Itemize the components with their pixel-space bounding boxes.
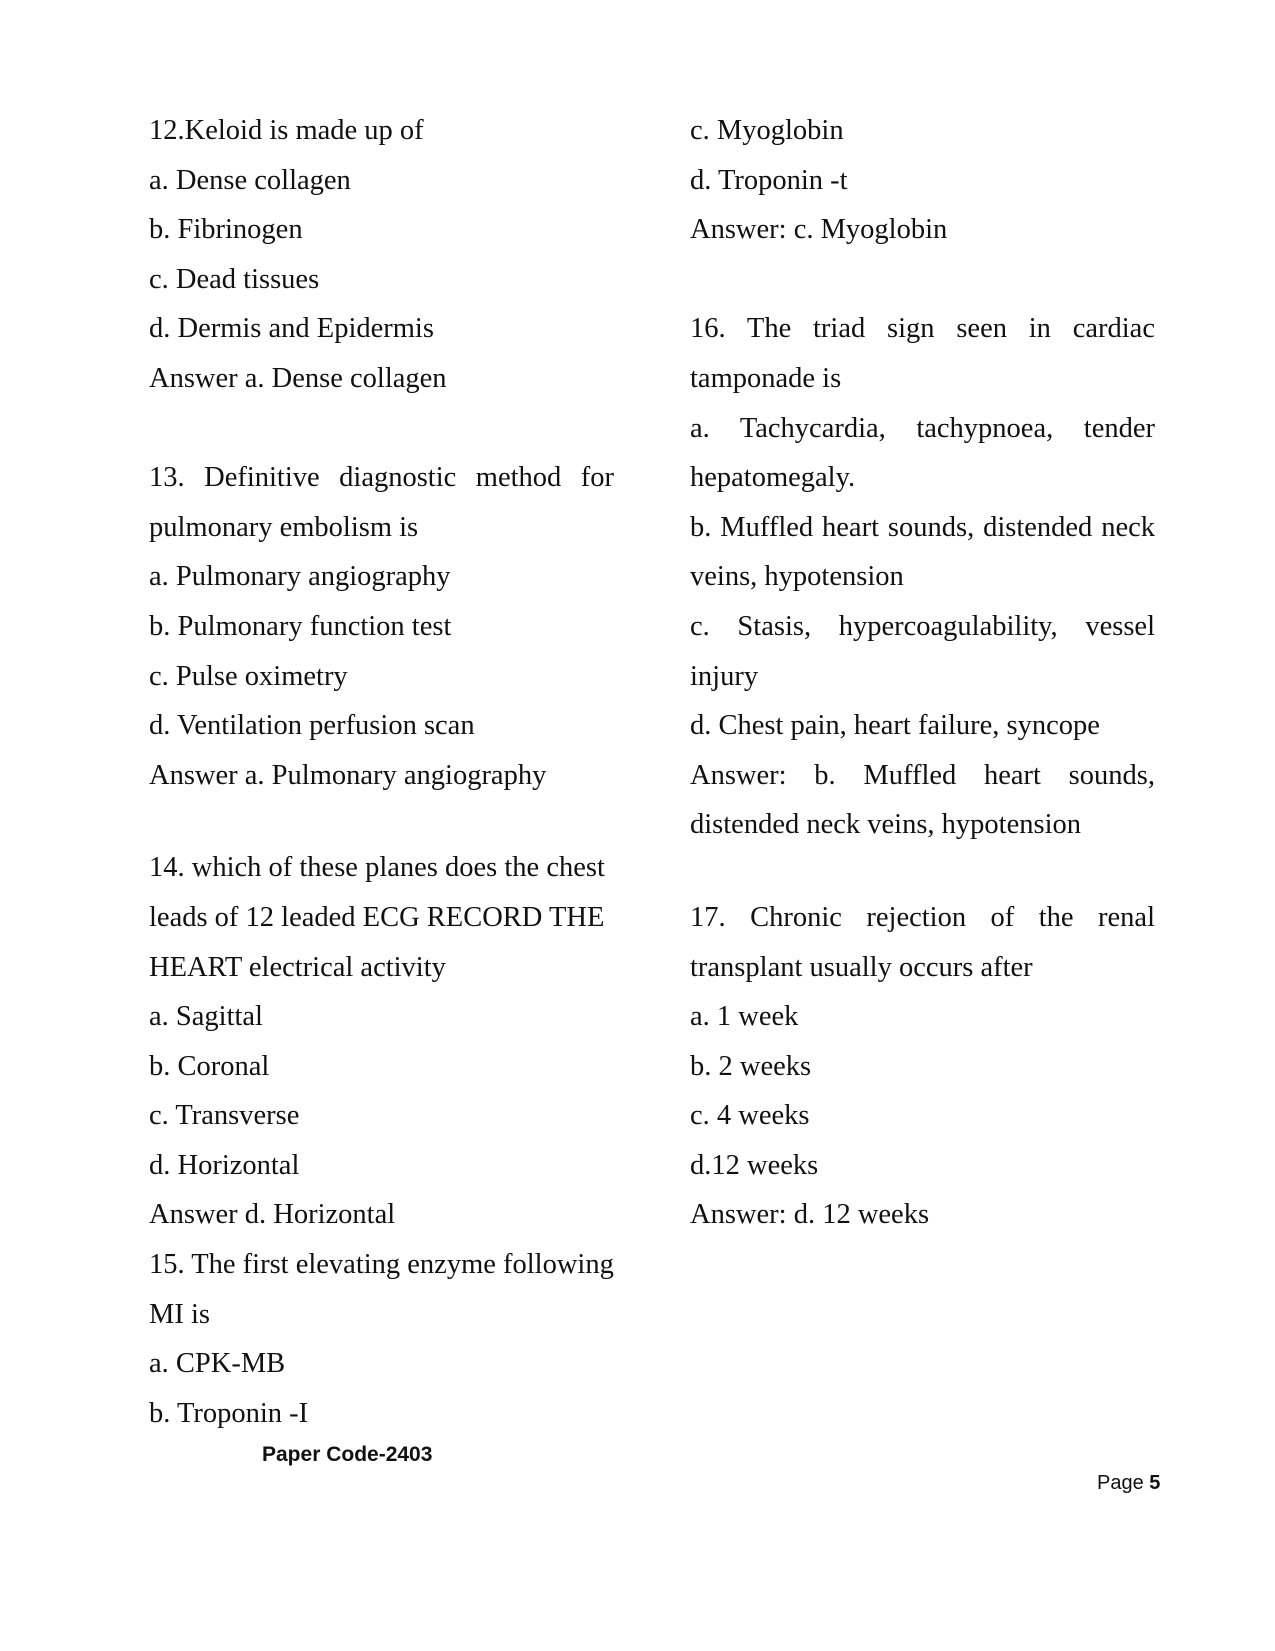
q13-option-b: b. Pulmonary function test (149, 610, 452, 642)
paper-code: Paper Code-2403 (262, 1443, 433, 1466)
question-13-line-2: pulmonary embolism is (149, 511, 419, 543)
q17-option-b: b. 2 weeks (690, 1050, 812, 1082)
q16-option-b-line-1: b. Muffled heart sounds, distended neck (690, 511, 1155, 543)
page-number-value: 5 (1149, 1472, 1161, 1494)
question-15-line-2: MI is (149, 1298, 210, 1330)
q13-option-d: d. Ventilation perfusion scan (149, 710, 475, 742)
question-14-line-2: leads of 12 leaded ECG RECORD THE (149, 901, 605, 933)
q14-option-c: c. Transverse (149, 1100, 300, 1132)
q13-option-a: a. Pulmonary angiography (149, 561, 451, 593)
q13-answer: Answer a. Pulmonary angiography (149, 759, 547, 791)
q16-option-d: d. Chest pain, heart failure, syncope (690, 710, 1100, 742)
right-column (690, 106, 1155, 1240)
q16-answer-line-1: Answer: b. Muffled heart sounds, (690, 759, 1155, 791)
q17-answer: Answer: d. 12 weeks (690, 1199, 930, 1231)
q16-option-c-line-2: injury (690, 660, 759, 692)
q16-answer-line-2: distended neck veins, hypotension (690, 809, 1082, 841)
q15-option-a: a. CPK-MB (149, 1348, 286, 1380)
q15-answer: Answer: c. Myoglobin (690, 214, 948, 246)
q13-option-c: c. Pulse oximetry (149, 660, 348, 692)
page-label: Page (1097, 1472, 1144, 1494)
question-14-line-1: 14. which of these planes does the chest (149, 852, 605, 884)
q14-option-d: d. Horizontal (149, 1149, 300, 1181)
question-17-line-2: transplant usually occurs after (690, 951, 1033, 983)
q12-answer: Answer a. Dense collagen (149, 362, 447, 394)
q16-option-b-line-2: veins, hypotension (690, 561, 904, 593)
question-16-line-1: 16. The triad sign seen in cardiac (690, 313, 1155, 345)
q14-option-a: a. Sagittal (149, 1001, 263, 1033)
q12-option-d: d. Dermis and Epidermis (149, 313, 434, 345)
question-15-line-1: 15. The first elevating enzyme following (149, 1249, 614, 1281)
question-16-line-2: tamponade is (690, 362, 842, 394)
left-column (149, 106, 614, 1438)
question-12: 12.Keloid is made up of (149, 115, 424, 146)
question-13-line-1: 13. Definitive diagnostic method for (149, 462, 614, 494)
q12-option-b: b. Fibrinogen (149, 214, 303, 246)
page-number (1097, 1472, 1160, 1495)
q17-option-d: d.12 weeks (690, 1149, 819, 1181)
q15-option-b: b. Troponin -I (149, 1397, 309, 1429)
q12-option-a: a. Dense collagen (149, 164, 351, 196)
q14-answer: Answer d. Horizontal (149, 1199, 396, 1231)
q16-option-c-line-1: c. Stasis, hypercoagulability, vessel (690, 610, 1155, 642)
q15-option-d: d. Troponin -t (690, 164, 848, 196)
q17-option-a: a. 1 week (690, 1001, 799, 1033)
q14-option-b: b. Coronal (149, 1050, 270, 1082)
q17-option-c: c. 4 weeks (690, 1100, 810, 1132)
q15-option-c: c. Myoglobin (690, 115, 844, 146)
question-14-line-3: HEART electrical activity (149, 951, 446, 983)
q12-option-c: c. Dead tissues (149, 263, 320, 295)
question-17-line-1: 17. Chronic rejection of the renal (690, 901, 1155, 933)
q16-option-a-line-2: hepatomegaly. (690, 462, 856, 494)
q16-option-a-line-1: a. Tachycardia, tachypnoea, tender (690, 412, 1155, 444)
